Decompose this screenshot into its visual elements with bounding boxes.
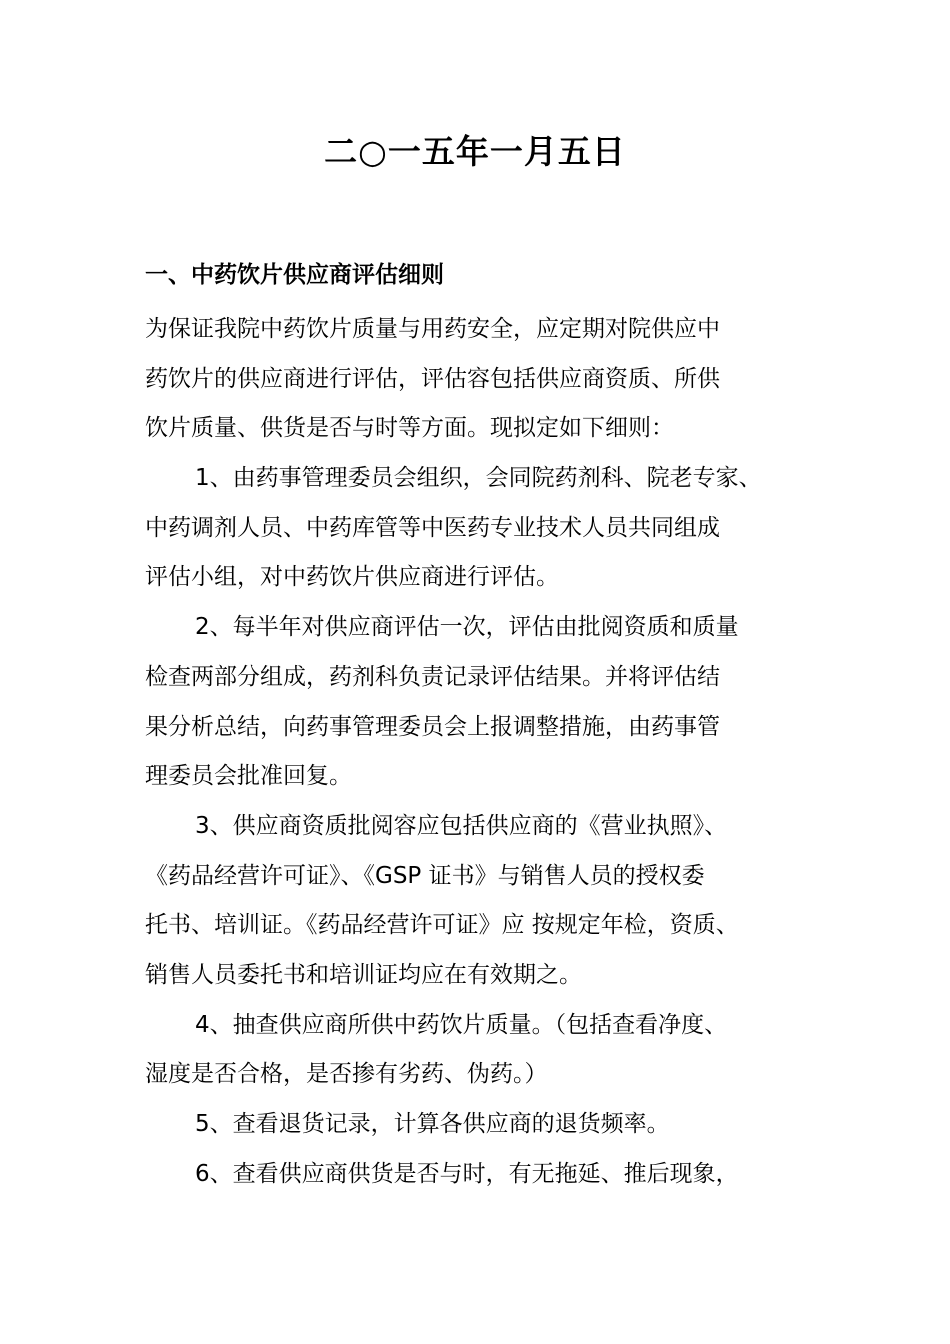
text-line: 中药调剂人员、中药库管等中医药专业技术人员共同组成	[145, 514, 720, 541]
text-line-item-4: 4、抽查供应商所供中药饮片质量。（包括查看净度、	[195, 1011, 728, 1038]
text-line: 评估小组，对中药饮片供应商进行评估。	[145, 564, 559, 591]
text-line: 为保证我院中药饮片质量与用药安全，应定期对院供应中	[145, 316, 720, 342]
section-heading: 一、中药饮片供应商评估细则	[145, 262, 444, 288]
document-body	[145, 255, 825, 1199]
text-line: 《药品经营许可证》、《GSP 证书》与销售人员的授权委	[145, 862, 705, 889]
text-line: 湿度是否合格，是否掺有劣药、伪药。）	[145, 1061, 548, 1088]
text-line: 销售人员委托书和培训证均应在有效期之。	[145, 961, 582, 988]
text-line: 果分析总结，向药事管理委员会上报调整措施，由药事管	[145, 713, 720, 740]
date-title: 二○一五年一月五日	[324, 132, 626, 171]
text-line-item-3: 3、供应商资质批阅容应包括供应商的《营业执照》、	[195, 812, 728, 839]
text-line-item-5: 5、查看退货记录，计算各供应商的退货频率。	[195, 1111, 670, 1137]
text-line-item-1: 1、由药事管理委员会组织，会同院药剂科、院老专家、	[195, 465, 762, 492]
text-line: 理委员会批准回复。	[145, 763, 352, 790]
text-line-item-6: 6、查看供应商供货是否与时，有无拖延、推后现象，	[195, 1160, 739, 1187]
text-line: 托书、培训证。《药品经营许可证》应 按规定年检，资质、	[145, 912, 739, 939]
text-line: 饮片质量、供货是否与时等方面。现拟定如下细则：	[145, 415, 674, 442]
text-line: 检查两部分组成，药剂科负责记录评估结果。并将评估结	[145, 663, 720, 690]
text-line: 药饮片的供应商进行评估，评估容包括供应商资质、所供	[145, 365, 720, 392]
text-line-item-2: 2、每半年对供应商评估一次，评估由批阅资质和质量	[195, 614, 739, 641]
